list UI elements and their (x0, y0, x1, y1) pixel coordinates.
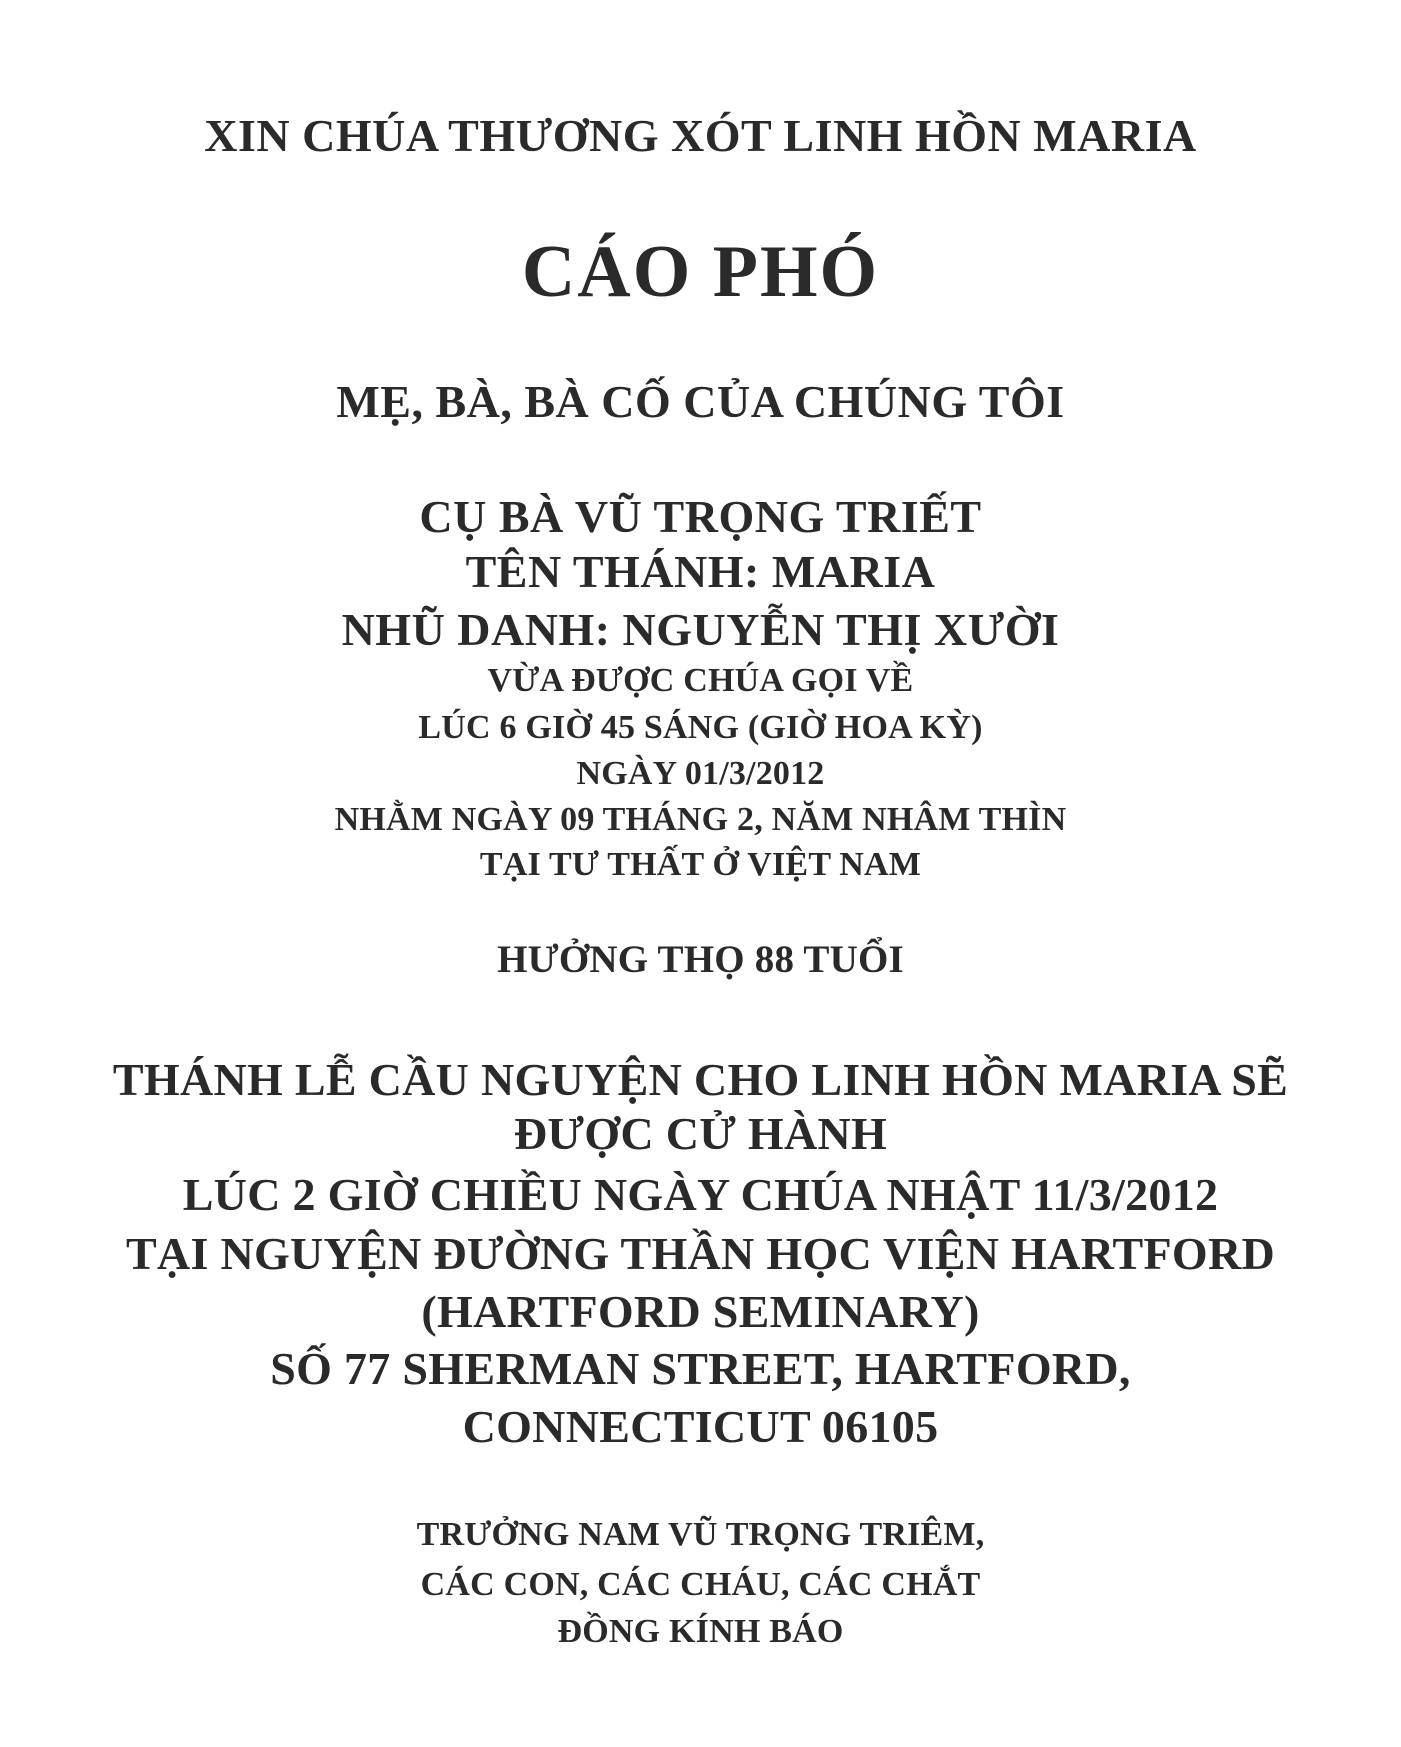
saint-name: TÊN THÁNH: MARIA (465, 546, 936, 597)
mass-line-3: LÚC 2 GIỜ CHIỀU NGÀY CHÚA NHẬT 11/3/2012 (182, 1169, 1219, 1220)
family-line-1: TRƯỞNG NAM VŨ TRỌNG TRIÊM, (416, 1516, 985, 1553)
mass-line-5: (HARTFORD SEMINARY) (421, 1286, 980, 1337)
mass-line-6: SỐ 77 SHERMAN STREET, HARTFORD, (270, 1343, 1131, 1394)
passing-line-2: LÚC 6 GIỜ 45 SÁNG (GIỜ HOA KỲ) (418, 709, 983, 746)
mass-line-1: THÁNH LỄ CẦU NGUYỆN CHO LINH HỒN MARIA SẼ (112, 1054, 1289, 1105)
relation-line: MẸ, BÀ, BÀ CỐ CỦA CHÚNG TÔI (336, 376, 1065, 427)
family-line-3: ĐỒNG KÍNH BÁO (557, 1613, 844, 1650)
passing-line-4: NHẰM NGÀY 09 THÁNG 2, NĂM NHÂM THÌN (334, 801, 1067, 838)
passing-line-5: TẠI TƯ THẤT Ở VIỆT NAM (479, 846, 922, 883)
header-prayer: XIN CHÚA THƯƠNG XÓT LINH HỒN MARIA (204, 110, 1197, 161)
mass-line-4: TẠI NGUYỆN ĐƯỜNG THẦN HỌC VIỆN HARTFORD (125, 1228, 1276, 1279)
mass-line-2: ĐƯỢC CỬ HÀNH (513, 1108, 888, 1159)
page-title: CÁO PHÓ (521, 231, 880, 313)
passing-line-3: NGÀY 01/3/2012 (576, 755, 825, 792)
passing-line-1: VỪA ĐƯỢC CHÚA GỌI VỀ (487, 662, 914, 699)
deceased-name: CỤ BÀ VŨ TRỌNG TRIẾT (419, 491, 982, 542)
family-line-2: CÁC CON, CÁC CHÁU, CÁC CHẮT (420, 1566, 981, 1603)
age-line: HƯỞNG THỌ 88 TUỔI (497, 938, 904, 981)
mass-line-7: CONNECTICUT 06105 (462, 1401, 939, 1452)
maiden-name: NHŨ DANH: NGUYỄN THỊ XƯỜI (341, 604, 1060, 655)
